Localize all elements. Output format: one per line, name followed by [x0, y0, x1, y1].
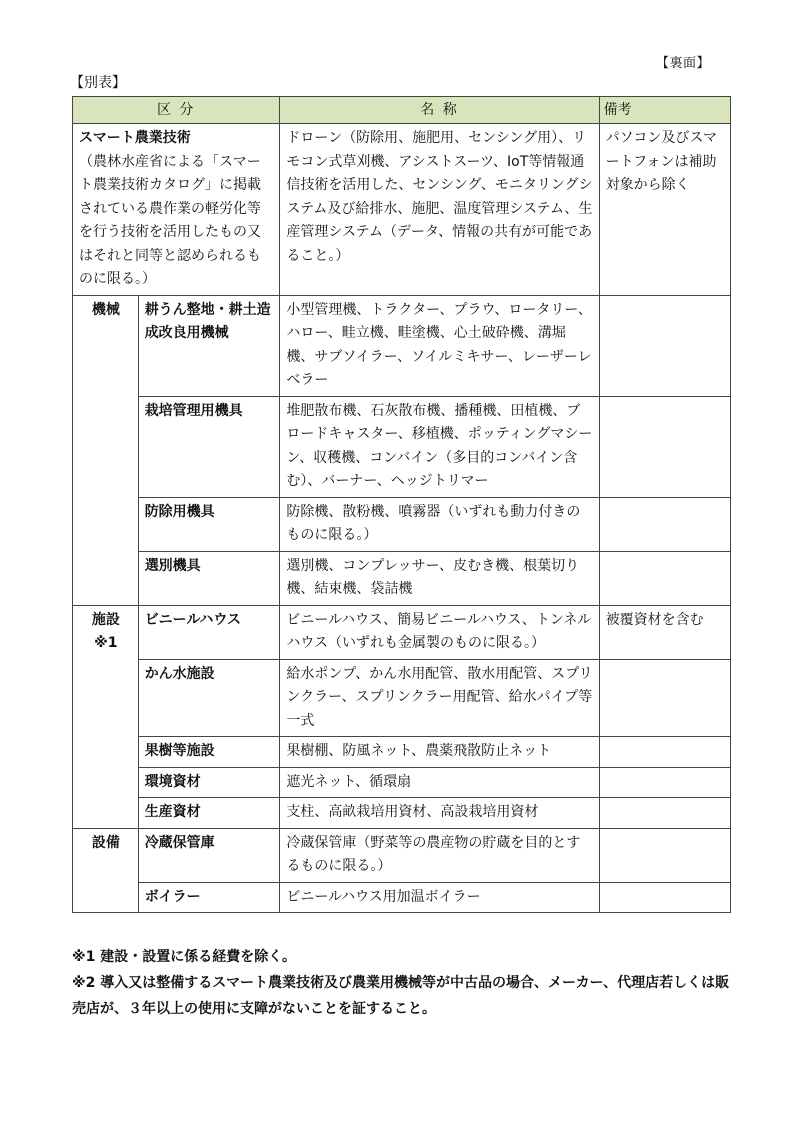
row-remarks: [599, 882, 730, 913]
row-remarks: [599, 767, 730, 798]
row-items: 給水ポンプ、かん水用配管、散水用配管、スプリンクラー、スプリンクラー用配管、給水パイプ等一式: [280, 659, 599, 737]
table-row: [73, 659, 731, 737]
row-remarks: [599, 828, 730, 882]
table-row: [73, 295, 731, 396]
header-remarks: 備考: [599, 97, 730, 124]
row-remarks: [599, 295, 730, 396]
row-remarks: [599, 659, 730, 737]
row-items: 選別機、コンプレッサー、皮むき機、根葉切り機、結束機、袋詰機: [280, 551, 599, 605]
footnote-1: ※1 建設・設置に係る経費を除く。: [72, 949, 296, 965]
row-items: 支柱、高畝栽培用資材、高設栽培用資材: [280, 798, 599, 829]
smart-tech-items: ドローン（防除用、施肥用、センシング用）、リモコン式草刈機、アシストスーツ、IoT等情報通信技術を活用した、センシング、モニタリングシステム及び給排水、施肥、温度管理システム、生産管理システム（データ、情報の共有が可能であること。）: [280, 124, 599, 296]
row-remarks: [599, 798, 730, 829]
table-header-row: [73, 97, 731, 124]
group-label-equipment: 設備: [73, 828, 139, 913]
row-subcategory: 環境資材: [138, 767, 280, 798]
row-subcategory: ボイラー: [138, 882, 280, 913]
row-items: 遮光ネット、循環扇: [280, 767, 599, 798]
smart-tech-remarks: パソコン及びスマートフォンは補助対象から除く: [599, 124, 730, 296]
footnote-2: ※2 導入又は整備するスマート農業技術及び農業用機械等が中古品の場合、メーカー、代理店若しくは販売店が、３年以上の使用に支障がないことを証すること。: [72, 975, 730, 1017]
appendix-table: [72, 96, 731, 913]
row-remarks: 被覆資材を含む: [599, 605, 730, 659]
row-subcategory: 果樹等施設: [138, 737, 280, 768]
table-row: [73, 497, 731, 551]
facilities-note-mark: ※1: [94, 635, 118, 651]
table-row: [73, 798, 731, 829]
header-name: 名 称: [280, 97, 599, 124]
table-caption: 【別表】: [70, 75, 126, 91]
row-subcategory: 栽培管理用機具: [138, 396, 280, 497]
row-items: 防除機、散粉機、噴霧器（いずれも動力付きのものに限る。）: [280, 497, 599, 551]
row-subcategory: かん水施設: [138, 659, 280, 737]
smart-tech-category: [73, 124, 280, 296]
smart-tech-title: スマート農業技術: [79, 130, 191, 146]
table-row: [73, 767, 731, 798]
row-subcategory: 防除用機具: [138, 497, 280, 551]
row-items: 堆肥散布機、石灰散布機、播種機、田植機、ブロードキャスター、移植機、ポッティングマシーン、収穫機、コンバイン（多目的コンバイン含む）、バーナー、ヘッジトリマー: [280, 396, 599, 497]
row-remarks: [599, 396, 730, 497]
row-items: ビニールハウス、簡易ビニールハウス、トンネルハウス（いずれも金属製のものに限る。）: [280, 605, 599, 659]
table-row: [73, 828, 731, 882]
group-label-facilities: 施設 ※1: [73, 605, 139, 828]
table-row: [73, 737, 731, 768]
page-side-label: 【裏面】: [655, 56, 710, 71]
smart-tech-row: [73, 124, 731, 296]
row-subcategory: 冷蔵保管庫: [138, 828, 280, 882]
table-row: [73, 605, 731, 659]
table-row: [73, 396, 731, 497]
row-subcategory: 生産資材: [138, 798, 280, 829]
table-row: [73, 551, 731, 605]
row-items: 果樹棚、防風ネット、農薬飛散防止ネット: [280, 737, 599, 768]
row-remarks: [599, 737, 730, 768]
row-subcategory: ビニールハウス: [138, 605, 280, 659]
row-items: ビニールハウス用加温ボイラー: [280, 882, 599, 913]
row-remarks: [599, 497, 730, 551]
row-items: 小型管理機、トラクター、プラウ、ロータリー、ハロー、畦立機、畦塗機、心土破砕機、溝堀機、サブソイラー、ソイルミキサー、レーザーレベラー: [280, 295, 599, 396]
row-items: 冷蔵保管庫（野菜等の農産物の貯蔵を目的とするものに限る。）: [280, 828, 599, 882]
footnotes: [72, 944, 732, 1022]
row-remarks: [599, 551, 730, 605]
table-row: [73, 882, 731, 913]
smart-tech-description: （農林水産省による「スマート農業技術カタログ」に掲載されている農作業の軽労化等を行う技術を活用したもの又はそれと同等と認められるものに限る。）: [79, 153, 261, 287]
header-category: 区 分: [73, 97, 280, 124]
group-label-machinery: 機械: [73, 295, 139, 605]
row-subcategory: 耕うん整地・耕土造成改良用機械: [138, 295, 280, 396]
row-subcategory: 選別機具: [138, 551, 280, 605]
